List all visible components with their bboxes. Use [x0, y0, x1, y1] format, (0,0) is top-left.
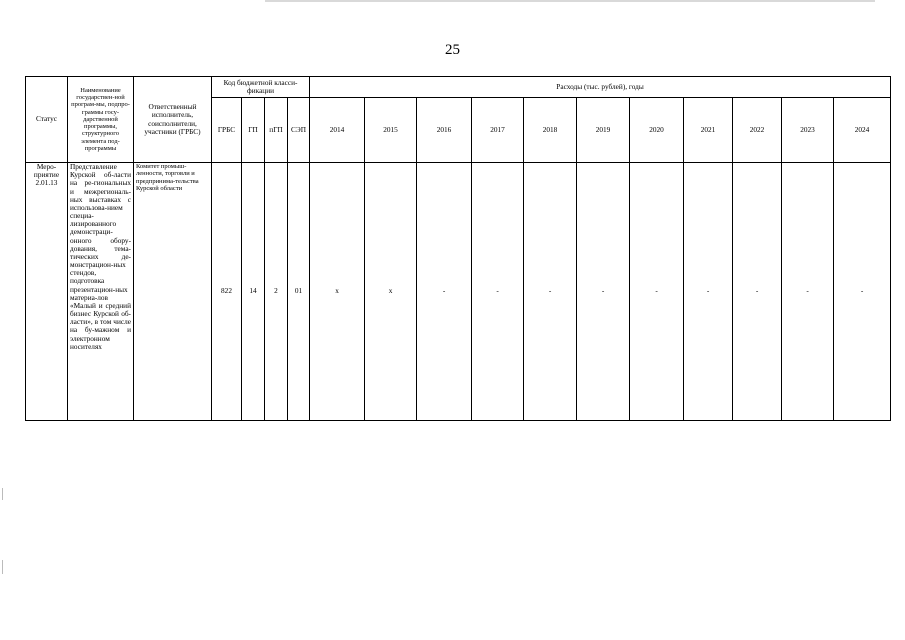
- header-responsible: Ответственный исполнитель, соисполнители, участники (ГРБС): [134, 77, 212, 163]
- cell-year-value: -: [834, 163, 891, 421]
- header-year: 2019: [577, 98, 630, 163]
- cell-year-value: -: [524, 163, 577, 421]
- page-number: 25: [445, 42, 460, 58]
- cell-year-value: -: [577, 163, 630, 421]
- header-year: 2023: [782, 98, 834, 163]
- cell-year-value: -: [733, 163, 782, 421]
- cell-year-value: х: [365, 163, 417, 421]
- header-expenses: Расходы (тыс. рублей), годы: [310, 77, 891, 98]
- header-code-pgp: пГП: [265, 98, 288, 163]
- header-row: [26, 77, 891, 98]
- header-year: 2020: [630, 98, 684, 163]
- header-code-sep: СЭП: [288, 98, 310, 163]
- cell-year-value: -: [782, 163, 834, 421]
- scan-top-edge: [265, 0, 875, 2]
- header-year: 2024: [834, 98, 891, 163]
- header-year: 2016: [417, 98, 472, 163]
- header-name: Наименование государствен-ной програм-мы, подпро-граммы госу-дарственной программы, структурного элемента под-программы: [68, 77, 134, 163]
- header-year: 2015: [365, 98, 417, 163]
- cell-code-pgp: 2: [265, 163, 288, 421]
- header-status: Статус: [26, 77, 68, 163]
- cell-status: Меро-приятие 2.01.13: [26, 163, 68, 421]
- cell-code-gp: 14: [242, 163, 265, 421]
- cell-year-value: -: [417, 163, 472, 421]
- header-year: 2014: [310, 98, 365, 163]
- cell-name: Представление Курской об-ласти на ре-гиональных и межрегиональ-ных выставках с использова-нием специа-лизированного демонстраци-онного обору-дования, тема-тических де-монстрацион-ных стендов, подготовка презентацион-ных материа-лов «Малый и средний бизнес Курской об-ласти», в том числе на бу-мажном и электронном носителях: [68, 163, 134, 421]
- header-year: 2018: [524, 98, 577, 163]
- header-budget-code: Код бюджетной класси-фикации: [212, 77, 310, 98]
- budget-table: [25, 76, 891, 421]
- scan-edge-mark: [2, 560, 3, 574]
- header-code-gp: ГП: [242, 98, 265, 163]
- cell-year-value: -: [472, 163, 524, 421]
- header-year: 2021: [684, 98, 733, 163]
- cell-responsible: Комитет промыш-ленности, торговли и предпринима-тельства Курской области: [134, 163, 212, 421]
- cell-year-value: х: [310, 163, 365, 421]
- header-year: 2022: [733, 98, 782, 163]
- scan-edge-mark: [2, 488, 3, 500]
- header-code-grbs: ГРБС: [212, 98, 242, 163]
- cell-code-grbs: 822: [212, 163, 242, 421]
- header-year: 2017: [472, 98, 524, 163]
- cell-code-sep: 01: [288, 163, 310, 421]
- cell-year-value: -: [630, 163, 684, 421]
- cell-year-value: -: [684, 163, 733, 421]
- table-row: [26, 163, 891, 421]
